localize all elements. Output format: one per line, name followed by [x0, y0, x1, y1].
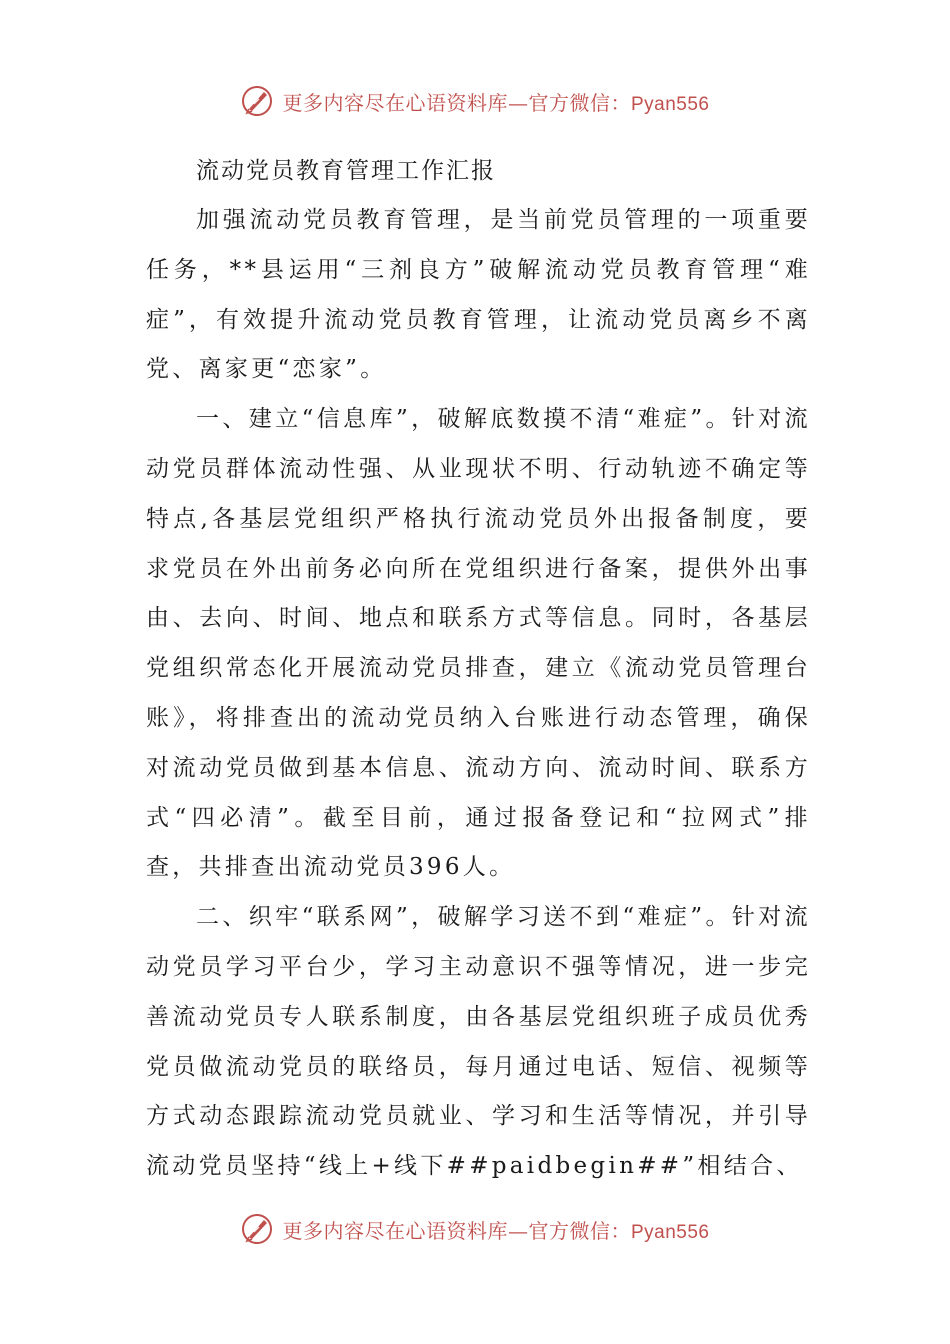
quill-pen-logo-icon: [240, 1212, 274, 1246]
paragraph-section-one: 一、建立“信息库”，破解底数摸不清“难症”。针对流动党员群体流动性强、从业现状不明、行动轨迹不确定等特点,各基层党组织严格执行流动党员外出报备制度，要求党员在外出前务必向所在党组织进行备案，提供外出事由、去向、时间、地点和联系方式等信息。同时，各基层党组织常态化开展流动党员排查，建立《流动党员管理台账》，将排查出的流动党员纳入台账进行动态管理，确保对流动党员做到基本信息、流动方向、流动时间、联系方式“四必清”。截至目前，通过报备登记和“拉网式”排查，共排查出流动党员396人。: [146, 406, 811, 881]
banner-wechat-id: Pyan556: [630, 93, 710, 115]
banner-site-text: 更多内容尽在心语资料库—官方微信：: [282, 1218, 631, 1243]
document-body: [146, 146, 811, 1192]
banner-wechat-id: Pyan556: [630, 1221, 710, 1243]
quill-pen-logo-icon: [240, 84, 274, 118]
footer-banner: [0, 1212, 950, 1246]
document-title: 流动党员教育管理工作汇报: [196, 158, 496, 184]
banner-site-text: 更多内容尽在心语资料库—官方微信：: [282, 90, 631, 115]
paragraph-section-two: 二、织牢“联系网”，破解学习送不到“难症”。针对流动党员学习平台少，学习主动意识不强等情况，进一步完善流动党员专人联系制度，由各基层党组织班子成员优秀党员做流动党员的联络员，每月通过电话、短信、视频等方式动态跟踪流动党员就业、学习和生活等情况，并引导流动党员坚持“线上+线下##paidbegin##”相结合、: [146, 904, 811, 1180]
banner-text: [282, 1215, 709, 1244]
paragraph-intro: 加强流动党员教育管理，是当前党员管理的一项重要任务，**县运用“三剂良方”破解流动党员教育管理“难症”，有效提升流动党员教育管理，让流动党员离乡不离党、离家更“恋家”。: [146, 207, 811, 383]
header-banner: [0, 84, 950, 118]
banner-text: [282, 87, 709, 116]
